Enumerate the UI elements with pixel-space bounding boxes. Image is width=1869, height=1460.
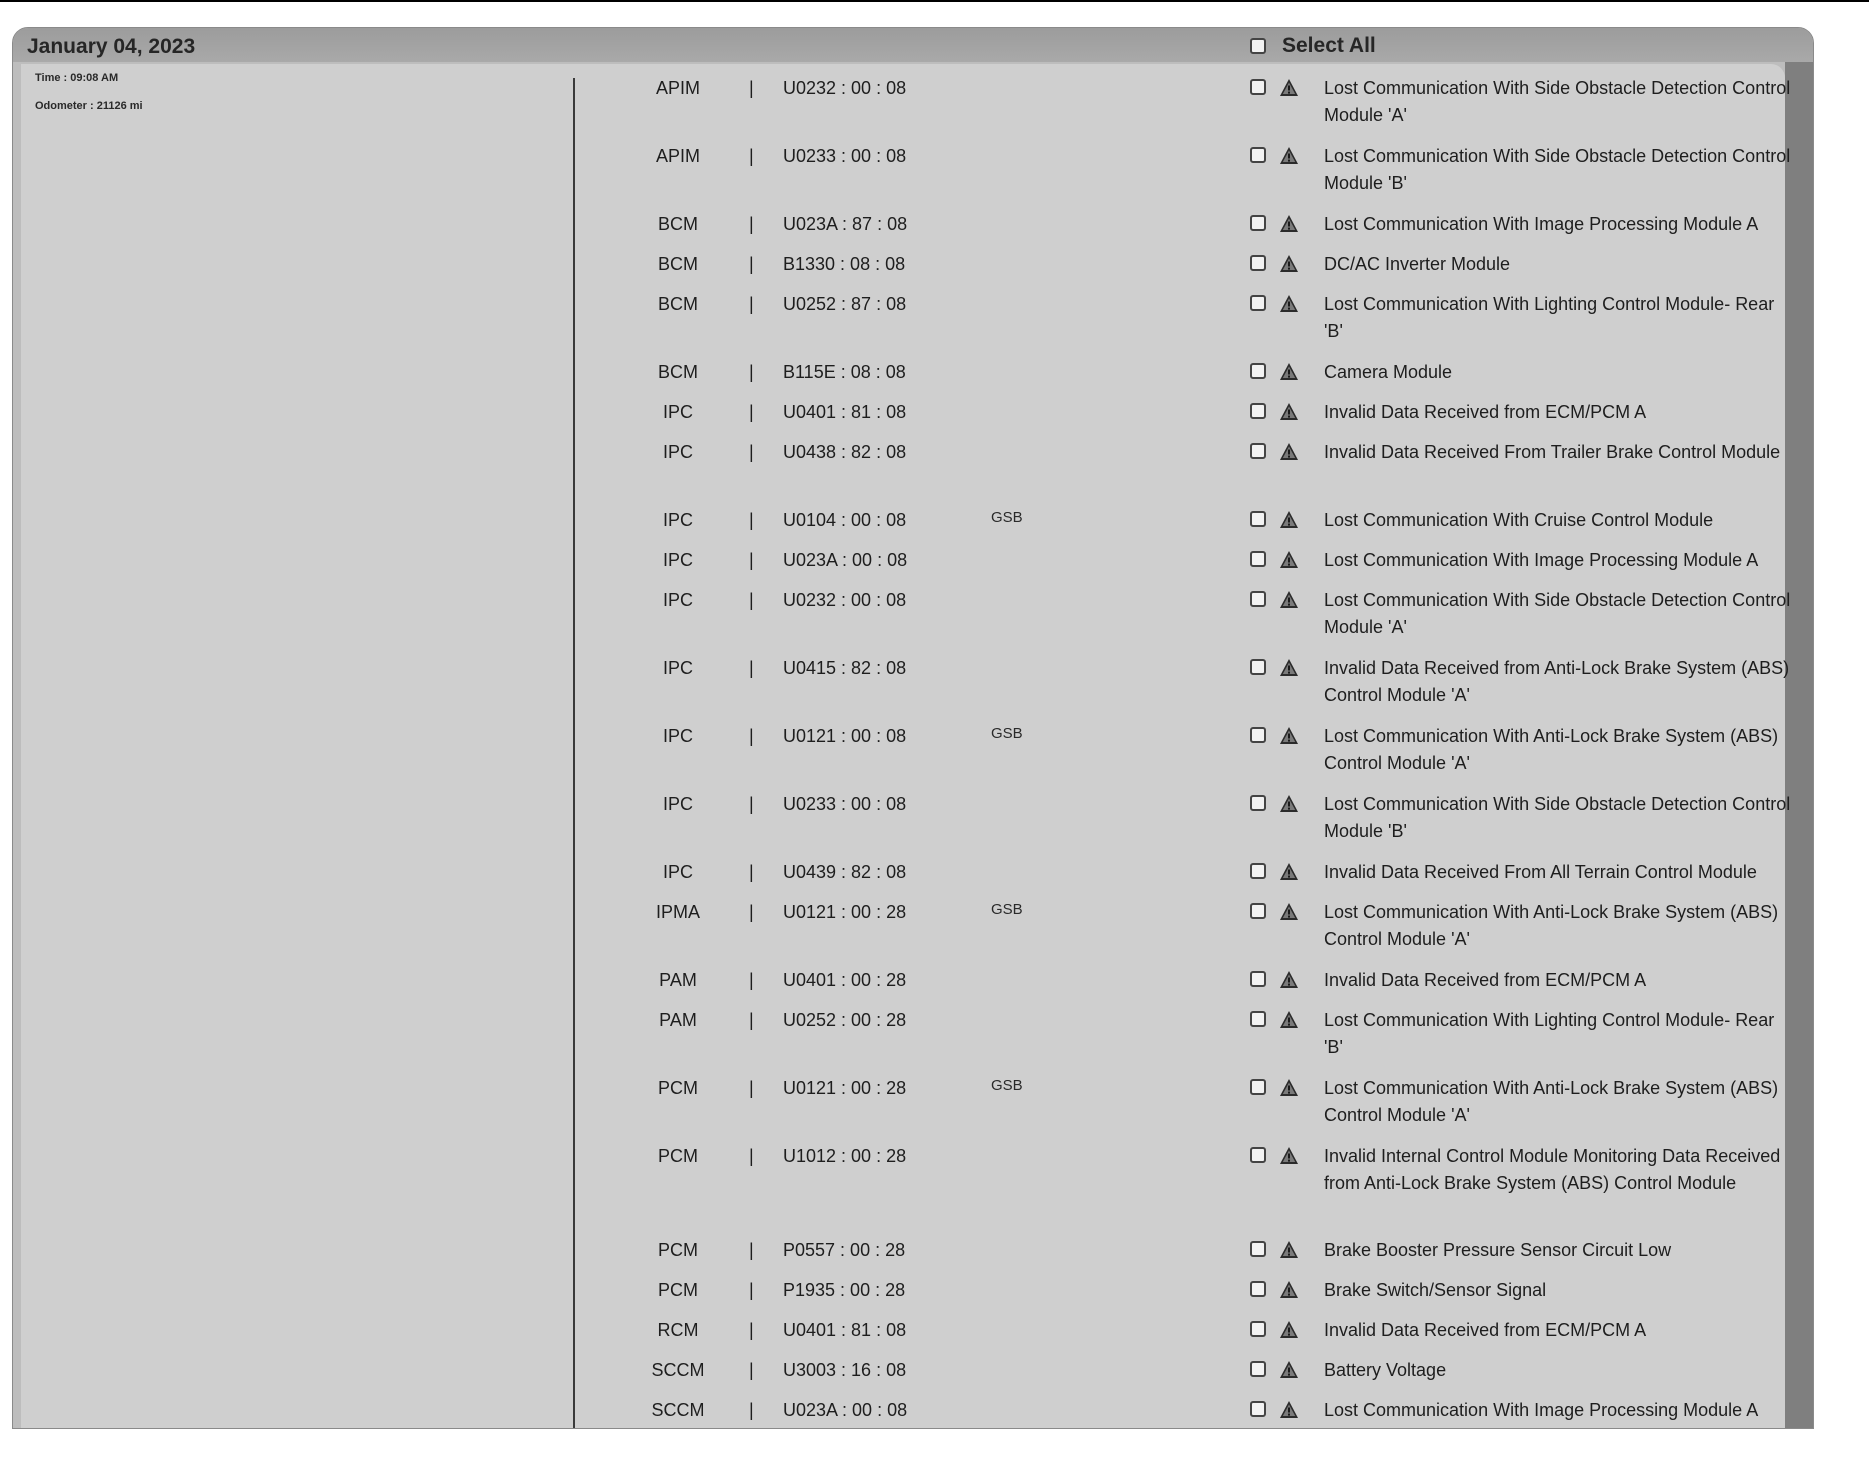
- dtc-code: U0401 : 00 : 28: [783, 970, 907, 990]
- dtc-description: DC/AC Inverter Module: [1324, 254, 1511, 274]
- warning-icon: [1279, 1400, 1299, 1420]
- separator: |: [749, 294, 754, 314]
- module-name: PAM: [659, 970, 697, 990]
- separator: |: [749, 658, 754, 678]
- dtc-row: [13, 1146, 1813, 1206]
- module-name: PCM: [658, 1240, 698, 1260]
- dtc-code: U0104 : 00 : 08: [783, 510, 907, 530]
- warning-icon: [1279, 970, 1299, 990]
- dtc-code: U0232 : 00 : 08: [783, 590, 907, 610]
- warning-icon: [1279, 658, 1299, 678]
- dtc-row: [13, 442, 1813, 502]
- row-checkbox[interactable]: [1250, 591, 1266, 607]
- dtc-row: [13, 1010, 1813, 1070]
- warning-icon: [1279, 510, 1299, 530]
- dtc-code: U0232 : 00 : 08: [783, 78, 907, 98]
- gsb-tag: GSB: [991, 901, 1023, 918]
- dtc-description: Lost Communication With Anti-Lock Brake System (ABS) Control Module 'A': [1324, 1078, 1779, 1125]
- dtc-code: U0252 : 87 : 08: [783, 294, 907, 314]
- dtc-description: Invalid Data Received From All Terrain Control Module: [1324, 862, 1757, 882]
- dtc-description: Invalid Internal Control Module Monitoring Data Received from Anti-Lock Brake System (ABS) Control Module: [1324, 1146, 1781, 1193]
- row-checkbox[interactable]: [1250, 147, 1266, 163]
- module-name: PCM: [658, 1280, 698, 1300]
- separator: |: [749, 1146, 754, 1166]
- warning-icon: [1279, 402, 1299, 422]
- row-checkbox[interactable]: [1250, 971, 1266, 987]
- dtc-code: B1330 : 08 : 08: [783, 254, 906, 274]
- dtc-code: U0401 : 81 : 08: [783, 1320, 907, 1340]
- select-all-checkbox[interactable]: [1250, 38, 1266, 54]
- module-name: SCCM: [651, 1360, 705, 1380]
- dtc-row: [13, 902, 1813, 962]
- row-checkbox[interactable]: [1250, 511, 1266, 527]
- dtc-description: Lost Communication With Cruise Control Module: [1324, 510, 1714, 530]
- dtc-code: U023A : 87 : 08: [783, 214, 908, 234]
- separator: |: [749, 1010, 754, 1030]
- warning-icon: [1279, 78, 1299, 98]
- dtc-code: U0233 : 00 : 08: [783, 146, 907, 166]
- dtc-description: Battery Voltage: [1324, 1360, 1447, 1380]
- warning-icon: [1279, 794, 1299, 814]
- warning-icon: [1279, 1320, 1299, 1340]
- module-name: IPC: [662, 402, 693, 422]
- dtc-row: [13, 794, 1813, 854]
- dtc-description: Brake Switch/Sensor Signal: [1324, 1280, 1547, 1300]
- row-checkbox[interactable]: [1250, 1281, 1266, 1297]
- dtc-description: Lost Communication With Image Processing Module A: [1324, 214, 1759, 234]
- gsb-tag: GSB: [991, 725, 1023, 742]
- top-border: [0, 0, 1869, 2]
- warning-icon: [1279, 1078, 1299, 1098]
- dtc-description: Lost Communication With Anti-Lock Brake System (ABS) Control Module 'A': [1324, 902, 1779, 949]
- module-name: BCM: [658, 362, 698, 382]
- row-checkbox[interactable]: [1250, 255, 1266, 271]
- row-checkbox[interactable]: [1250, 903, 1266, 919]
- separator: |: [749, 146, 754, 166]
- gsb-tag: GSB: [991, 509, 1023, 526]
- module-name: IPC: [662, 726, 693, 746]
- dtc-row: [13, 294, 1813, 354]
- dtc-code: U0401 : 81 : 08: [783, 402, 907, 422]
- dtc-description: Lost Communication With Image Processing Module A: [1324, 1400, 1759, 1420]
- warning-icon: [1279, 862, 1299, 882]
- odometer-label: Odometer : 21126 mi: [35, 100, 143, 112]
- report-date: January 04, 2023: [27, 35, 196, 58]
- separator: |: [749, 862, 754, 882]
- dtc-code: U0121 : 00 : 28: [783, 902, 907, 922]
- dtc-code: P1935 : 00 : 28: [783, 1280, 906, 1300]
- module-name: IPC: [662, 510, 693, 530]
- row-checkbox[interactable]: [1250, 727, 1266, 743]
- dtc-row: [13, 78, 1813, 138]
- dtc-description: Lost Communication With Image Processing Module A: [1324, 550, 1759, 570]
- dtc-description: Lost Communication With Anti-Lock Brake System (ABS) Control Module 'A': [1324, 726, 1779, 773]
- separator: |: [749, 726, 754, 746]
- warning-icon: [1279, 1010, 1299, 1030]
- row-checkbox[interactable]: [1250, 659, 1266, 675]
- dtc-description: Lost Communication With Lighting Control Module- Rear 'B': [1324, 1010, 1775, 1057]
- dtc-description: Lost Communication With Side Obstacle Detection Control Module 'B': [1324, 794, 1791, 841]
- module-name: PAM: [659, 1010, 697, 1030]
- module-name: IPC: [662, 862, 693, 882]
- module-name: PCM: [658, 1078, 698, 1098]
- separator: |: [749, 794, 754, 814]
- warning-icon: [1279, 550, 1299, 570]
- separator: |: [749, 362, 754, 382]
- separator: |: [749, 214, 754, 234]
- dtc-row: [13, 590, 1813, 650]
- dtc-description: Brake Booster Pressure Sensor Circuit Low: [1324, 1240, 1672, 1260]
- dtc-code: B115E : 08 : 08: [783, 362, 906, 382]
- dtc-code: U0233 : 00 : 08: [783, 794, 907, 814]
- warning-icon: [1279, 294, 1299, 314]
- warning-icon: [1279, 214, 1299, 234]
- separator: |: [749, 1078, 754, 1098]
- separator: |: [749, 78, 754, 98]
- dtc-description: Invalid Data Received from Anti-Lock Brake System (ABS) Control Module 'A': [1324, 658, 1790, 705]
- module-name: IPC: [662, 550, 693, 570]
- row-checkbox[interactable]: [1250, 443, 1266, 459]
- separator: |: [749, 1240, 754, 1260]
- dtc-row: [13, 1078, 1813, 1138]
- separator: |: [749, 1360, 754, 1380]
- panel-header: [13, 28, 1813, 62]
- dtc-row: [13, 726, 1813, 786]
- separator: |: [749, 1400, 754, 1420]
- dtc-code: U0121 : 00 : 28: [783, 1078, 907, 1098]
- warning-icon: [1279, 254, 1299, 274]
- row-checkbox[interactable]: [1250, 1321, 1266, 1337]
- separator: |: [749, 402, 754, 422]
- time-label: Time : 09:08 AM: [35, 72, 119, 84]
- module-name: PCM: [658, 1146, 698, 1166]
- row-checkbox[interactable]: [1250, 295, 1266, 311]
- separator: |: [749, 510, 754, 530]
- dtc-description: Camera Module: [1324, 362, 1453, 382]
- module-name: SCCM: [651, 1400, 705, 1420]
- warning-icon: [1279, 362, 1299, 382]
- separator: |: [749, 970, 754, 990]
- dtc-row: [13, 146, 1813, 206]
- module-name: BCM: [658, 294, 698, 314]
- row-checkbox[interactable]: [1250, 863, 1266, 879]
- warning-icon: [1279, 1146, 1299, 1166]
- row-checkbox[interactable]: [1250, 551, 1266, 567]
- dtc-code: U0121 : 00 : 08: [783, 726, 907, 746]
- warning-icon: [1279, 902, 1299, 922]
- module-name: BCM: [658, 214, 698, 234]
- dtc-code: U3003 : 16 : 08: [783, 1360, 907, 1380]
- select-all-control[interactable]: [1250, 34, 1376, 58]
- dtc-code: U023A : 00 : 08: [783, 550, 908, 570]
- row-checkbox[interactable]: [1250, 1361, 1266, 1377]
- row-checkbox[interactable]: [1250, 363, 1266, 379]
- row-checkbox[interactable]: [1250, 1079, 1266, 1095]
- select-all-label: Select All: [1282, 34, 1376, 57]
- row-checkbox[interactable]: [1250, 1011, 1266, 1027]
- separator: |: [749, 590, 754, 610]
- module-name: RCM: [657, 1320, 699, 1340]
- dtc-description: Lost Communication With Side Obstacle Detection Control Module 'A': [1324, 590, 1791, 637]
- warning-icon: [1279, 1240, 1299, 1260]
- separator: |: [749, 1320, 754, 1340]
- dtc-description: Invalid Data Received from ECM/PCM A: [1324, 970, 1647, 990]
- dtc-description: Lost Communication With Side Obstacle Detection Control Module 'B': [1324, 146, 1791, 193]
- module-name: IPMA: [655, 902, 700, 922]
- dtc-row: [13, 1400, 1813, 1429]
- dtc-code: U023A : 00 : 08: [783, 1400, 908, 1420]
- module-name: IPC: [662, 794, 693, 814]
- row-checkbox[interactable]: [1250, 215, 1266, 231]
- dtc-code: U0439 : 82 : 08: [783, 862, 907, 882]
- module-name: APIM: [655, 146, 700, 166]
- gsb-tag: GSB: [991, 1077, 1023, 1094]
- module-name: IPC: [662, 442, 693, 462]
- dtc-panel: [12, 27, 1814, 1429]
- separator: |: [749, 550, 754, 570]
- dtc-code: U1012 : 00 : 28: [783, 1146, 907, 1166]
- separator: |: [749, 254, 754, 274]
- warning-icon: [1279, 590, 1299, 610]
- dtc-code: U0415 : 82 : 08: [783, 658, 907, 678]
- warning-icon: [1279, 1360, 1299, 1380]
- dtc-code: U0438 : 82 : 08: [783, 442, 907, 462]
- dtc-row: [13, 658, 1813, 718]
- dtc-description: Invalid Data Received from ECM/PCM A: [1324, 1320, 1647, 1340]
- row-checkbox[interactable]: [1250, 79, 1266, 95]
- warning-icon: [1279, 146, 1299, 166]
- row-checkbox[interactable]: [1250, 403, 1266, 419]
- row-checkbox[interactable]: [1250, 1401, 1266, 1417]
- module-name: BCM: [658, 254, 698, 274]
- warning-icon: [1279, 726, 1299, 746]
- separator: |: [749, 442, 754, 462]
- row-checkbox[interactable]: [1250, 795, 1266, 811]
- module-name: IPC: [662, 658, 693, 678]
- module-name: APIM: [655, 78, 700, 98]
- module-name: IPC: [662, 590, 693, 610]
- dtc-description: Invalid Data Received From Trailer Brake Control Module: [1324, 442, 1781, 462]
- separator: |: [749, 1280, 754, 1300]
- row-checkbox[interactable]: [1250, 1241, 1266, 1257]
- separator: |: [749, 902, 754, 922]
- dtc-description: Lost Communication With Side Obstacle Detection Control Module 'A': [1324, 78, 1791, 125]
- warning-icon: [1279, 1280, 1299, 1300]
- dtc-code: U0252 : 00 : 28: [783, 1010, 907, 1030]
- dtc-description: Lost Communication With Lighting Control Module- Rear 'B': [1324, 294, 1775, 341]
- dtc-description: Invalid Data Received from ECM/PCM A: [1324, 402, 1647, 422]
- row-checkbox[interactable]: [1250, 1147, 1266, 1163]
- dtc-code: P0557 : 00 : 28: [783, 1240, 906, 1260]
- warning-icon: [1279, 442, 1299, 462]
